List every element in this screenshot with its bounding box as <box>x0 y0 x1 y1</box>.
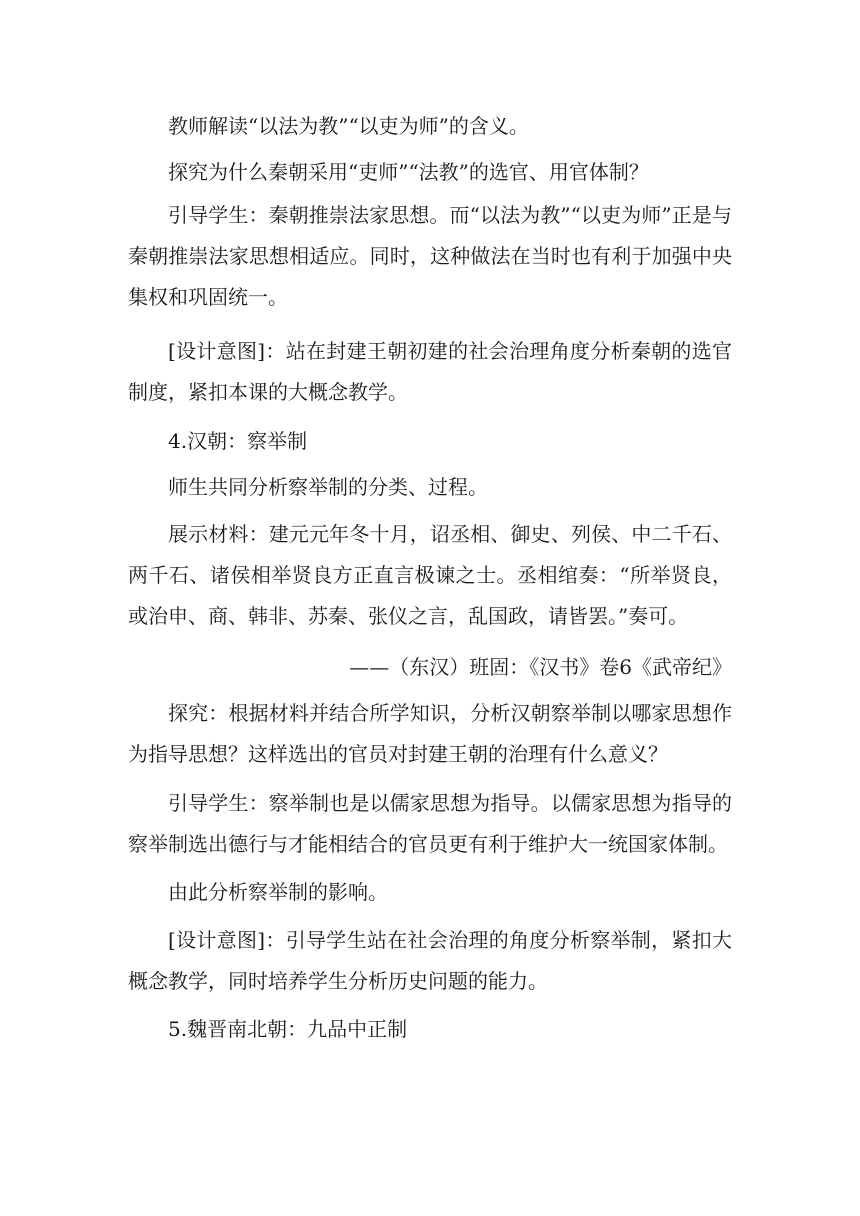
section-heading-han-chaju: 4.汉朝：察举制 <box>168 429 308 453</box>
paragraph-inquiry-han: 探究：根据材料并结合所学知识，分析汉朝察举制以哪家思想作为指导思想？这样选出的官员对封建王朝的治理有什么意义？ <box>128 701 732 766</box>
paragraph-influence: 由此分析察举制的影响。 <box>168 880 388 904</box>
paragraph-guide-qin: 引导学生：秦朝推崇法家思想。而“以法为教”“以吏为师”正是与秦朝推崇法家思想相适应。同时，这种做法在当时也有利于加强中央集权和巩固统一。 <box>128 203 732 309</box>
source-citation: ——（东汉）班固：《汉书》卷6《武帝纪》 <box>349 655 732 679</box>
paragraph-guide-han: 引导学生：察举制也是以儒家思想为指导。以儒家思想为指导的察举制选出德行与才能相结合的官员更有利于维护大一统国家体制。 <box>128 791 732 856</box>
paragraph-design-intent-qin: [设计意图]：站在封建王朝初建的社会治理角度分析秦朝的选官制度，紧扣本课的大概念教学。 <box>128 339 732 404</box>
paragraph-design-intent-han: [设计意图]：引导学生站在社会治理的角度分析察举制，紧扣大概念教学，同时培养学生分析历史问题的能力。 <box>128 928 732 993</box>
section-heading-wei-jin: 5.魏晋南北朝：九品中正制 <box>168 1017 408 1041</box>
paragraph-teacher-interpretation: 教师解读“以法为教”“以吏为师”的含义。 <box>168 114 529 138</box>
paragraph-analysis-chaju: 师生共同分析察举制的分类、过程。 <box>168 475 488 499</box>
paragraph-inquiry-qin: 探究为什么秦朝采用“吏师”“法教”的选官、用官体制？ <box>168 160 649 184</box>
paragraph-source-material: 展示材料：建元元年冬十月，诏丞相、御史、列侯、中二千石、两千石、诸侯相举贤良方正直言极谏之士。丞相绾奏：“所举贤良，或治申、商、韩非、苏秦、张仪之言，乱国政，请皆罢。”奏可。 <box>128 522 732 628</box>
